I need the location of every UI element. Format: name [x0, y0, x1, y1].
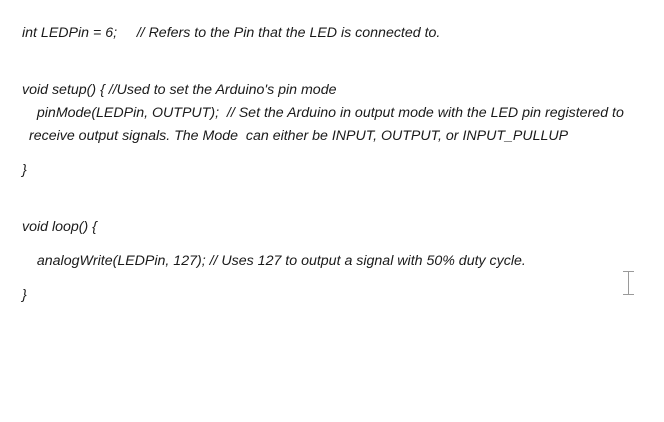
- code-line-setup-close: }: [22, 162, 27, 178]
- code-line-pinmode: pinMode(LEDPin, OUTPUT); // Set the Arduino in output mode with the LED pin registered to receive output signals. The Mode can either be INPUT, OUTPUT, or INPUT_PULLUP: [29, 105, 628, 144]
- code-line-setup-open: void setup() { //Used to set the Arduino's pin mode: [22, 82, 337, 98]
- code-line-loop-close: }: [22, 287, 27, 303]
- code-line-loop-open: void loop() {: [22, 219, 97, 235]
- arduino-code-block[interactable]: [22, 22, 634, 307]
- code-line-blank-4: [22, 182, 634, 205]
- code-line-blank-2: [22, 68, 634, 79]
- code-line-blank-7: [22, 273, 634, 284]
- code-line-blank-3: [22, 148, 634, 159]
- code-line-blank-5: [22, 205, 634, 216]
- code-line-analogwrite: analogWrite(LEDPin, 127); // Uses 127 to output a signal with 50% duty cycle.: [29, 253, 526, 269]
- code-line-blank-1: [22, 45, 634, 68]
- code-line-1: int LEDPin = 6; // Refers to the Pin that the LED is connected to.: [22, 25, 441, 41]
- code-line-blank-6: [22, 239, 634, 250]
